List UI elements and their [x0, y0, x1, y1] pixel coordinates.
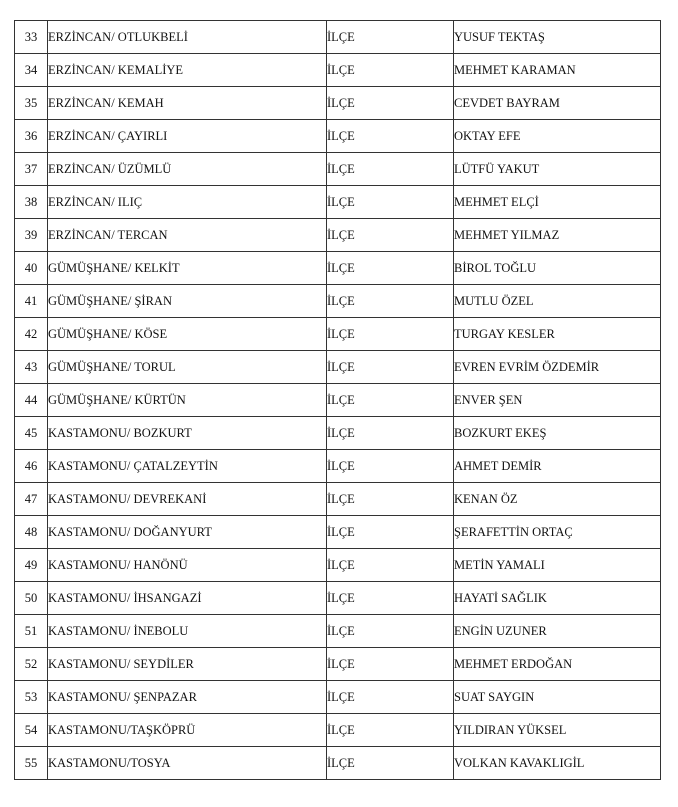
province-district-cell: ERZİNCAN/ ÇAYIRLI	[48, 120, 327, 153]
unit-type-cell: İLÇE	[327, 615, 454, 648]
person-name-cell: AHMET DEMİR	[454, 450, 661, 483]
table-row	[15, 516, 661, 549]
row-number-cell: 51	[15, 615, 48, 648]
row-number-cell: 39	[15, 219, 48, 252]
row-number-cell: 40	[15, 252, 48, 285]
table-row	[15, 252, 661, 285]
unit-type-cell: İLÇE	[327, 747, 454, 780]
person-name-cell: ŞERAFETTİN ORTAÇ	[454, 516, 661, 549]
unit-type-cell: İLÇE	[327, 54, 454, 87]
roster-table	[14, 20, 661, 780]
table-row	[15, 120, 661, 153]
table-row	[15, 747, 661, 780]
unit-type-cell: İLÇE	[327, 483, 454, 516]
person-name-cell: LÜTFÜ YAKUT	[454, 153, 661, 186]
unit-type-cell: İLÇE	[327, 417, 454, 450]
person-name-cell: BİROL TOĞLU	[454, 252, 661, 285]
row-number-cell: 34	[15, 54, 48, 87]
table-row	[15, 483, 661, 516]
table-row	[15, 54, 661, 87]
province-district-cell: GÜMÜŞHANE/ KÜRTÜN	[48, 384, 327, 417]
person-name-cell: MEHMET KARAMAN	[454, 54, 661, 87]
row-number-cell: 54	[15, 714, 48, 747]
row-number-cell: 35	[15, 87, 48, 120]
province-district-cell: ERZİNCAN/ KEMALİYE	[48, 54, 327, 87]
row-number-cell: 49	[15, 549, 48, 582]
unit-type-cell: İLÇE	[327, 549, 454, 582]
row-number-cell: 44	[15, 384, 48, 417]
unit-type-cell: İLÇE	[327, 21, 454, 54]
table-row	[15, 384, 661, 417]
table-row	[15, 87, 661, 120]
unit-type-cell: İLÇE	[327, 648, 454, 681]
person-name-cell: TURGAY KESLER	[454, 318, 661, 351]
person-name-cell: VOLKAN KAVAKLIGİL	[454, 747, 661, 780]
unit-type-cell: İLÇE	[327, 186, 454, 219]
row-number-cell: 38	[15, 186, 48, 219]
table-row	[15, 219, 661, 252]
province-district-cell: GÜMÜŞHANE/ KÖSE	[48, 318, 327, 351]
row-number-cell: 43	[15, 351, 48, 384]
province-district-cell: ERZİNCAN/ ÜZÜMLÜ	[48, 153, 327, 186]
table-row	[15, 549, 661, 582]
person-name-cell: MEHMET ELÇİ	[454, 186, 661, 219]
row-number-cell: 37	[15, 153, 48, 186]
province-district-cell: KASTAMONU/ İNEBOLU	[48, 615, 327, 648]
unit-type-cell: İLÇE	[327, 318, 454, 351]
province-district-cell: KASTAMONU/ ŞENPAZAR	[48, 681, 327, 714]
province-district-cell: ERZİNCAN/ TERCAN	[48, 219, 327, 252]
unit-type-cell: İLÇE	[327, 153, 454, 186]
unit-type-cell: İLÇE	[327, 714, 454, 747]
person-name-cell: YILDIRAN YÜKSEL	[454, 714, 661, 747]
person-name-cell: SUAT SAYGIN	[454, 681, 661, 714]
table-row	[15, 714, 661, 747]
row-number-cell: 48	[15, 516, 48, 549]
person-name-cell: MEHMET ERDOĞAN	[454, 648, 661, 681]
unit-type-cell: İLÇE	[327, 351, 454, 384]
row-number-cell: 46	[15, 450, 48, 483]
province-district-cell: KASTAMONU/ ÇATALZEYTİN	[48, 450, 327, 483]
row-number-cell: 53	[15, 681, 48, 714]
unit-type-cell: İLÇE	[327, 87, 454, 120]
row-number-cell: 55	[15, 747, 48, 780]
person-name-cell: BOZKURT EKEŞ	[454, 417, 661, 450]
province-district-cell: ERZİNCAN/ ILIÇ	[48, 186, 327, 219]
person-name-cell: MEHMET YILMAZ	[454, 219, 661, 252]
province-district-cell: ERZİNCAN/ KEMAH	[48, 87, 327, 120]
person-name-cell: KENAN ÖZ	[454, 483, 661, 516]
person-name-cell: OKTAY EFE	[454, 120, 661, 153]
unit-type-cell: İLÇE	[327, 582, 454, 615]
table-row	[15, 21, 661, 54]
row-number-cell: 45	[15, 417, 48, 450]
table-row	[15, 450, 661, 483]
unit-type-cell: İLÇE	[327, 120, 454, 153]
person-name-cell: EVREN EVRİM ÖZDEMİR	[454, 351, 661, 384]
unit-type-cell: İLÇE	[327, 516, 454, 549]
row-number-cell: 52	[15, 648, 48, 681]
person-name-cell: CEVDET BAYRAM	[454, 87, 661, 120]
table-row	[15, 351, 661, 384]
person-name-cell: METİN YAMALI	[454, 549, 661, 582]
province-district-cell: KASTAMONU/TAŞKÖPRÜ	[48, 714, 327, 747]
table-row	[15, 285, 661, 318]
province-district-cell: KASTAMONU/ İHSANGAZİ	[48, 582, 327, 615]
unit-type-cell: İLÇE	[327, 252, 454, 285]
province-district-cell: KASTAMONU/ DEVREKANİ	[48, 483, 327, 516]
province-district-cell: KASTAMONU/ SEYDİLER	[48, 648, 327, 681]
province-district-cell: GÜMÜŞHANE/ KELKİT	[48, 252, 327, 285]
row-number-cell: 41	[15, 285, 48, 318]
unit-type-cell: İLÇE	[327, 384, 454, 417]
row-number-cell: 42	[15, 318, 48, 351]
table-row	[15, 648, 661, 681]
province-district-cell: ERZİNCAN/ OTLUKBELİ	[48, 21, 327, 54]
person-name-cell: ENGİN UZUNER	[454, 615, 661, 648]
province-district-cell: KASTAMONU/ BOZKURT	[48, 417, 327, 450]
table-row	[15, 615, 661, 648]
province-district-cell: GÜMÜŞHANE/ TORUL	[48, 351, 327, 384]
unit-type-cell: İLÇE	[327, 450, 454, 483]
unit-type-cell: İLÇE	[327, 219, 454, 252]
table-row	[15, 417, 661, 450]
roster-table-body	[15, 21, 661, 780]
province-district-cell: KASTAMONU/ DOĞANYURT	[48, 516, 327, 549]
row-number-cell: 36	[15, 120, 48, 153]
person-name-cell: ENVER ŞEN	[454, 384, 661, 417]
person-name-cell: HAYATİ SAĞLIK	[454, 582, 661, 615]
table-row	[15, 681, 661, 714]
table-row	[15, 186, 661, 219]
province-district-cell: GÜMÜŞHANE/ ŞİRAN	[48, 285, 327, 318]
unit-type-cell: İLÇE	[327, 681, 454, 714]
row-number-cell: 47	[15, 483, 48, 516]
person-name-cell: YUSUF TEKTAŞ	[454, 21, 661, 54]
table-row	[15, 318, 661, 351]
table-row	[15, 582, 661, 615]
row-number-cell: 50	[15, 582, 48, 615]
person-name-cell: MUTLU ÖZEL	[454, 285, 661, 318]
unit-type-cell: İLÇE	[327, 285, 454, 318]
row-number-cell: 33	[15, 21, 48, 54]
table-row	[15, 153, 661, 186]
province-district-cell: KASTAMONU/ HANÖNÜ	[48, 549, 327, 582]
province-district-cell: KASTAMONU/TOSYA	[48, 747, 327, 780]
